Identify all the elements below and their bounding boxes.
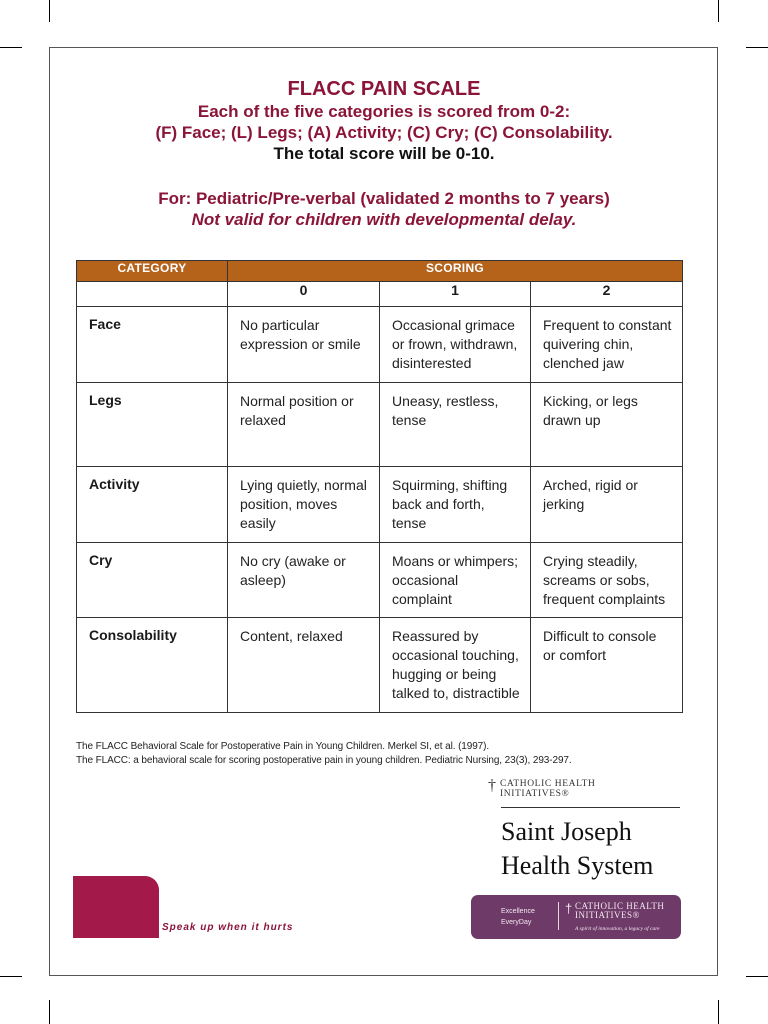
divider xyxy=(501,807,680,808)
saint-joseph-logo xyxy=(501,815,653,883)
tagline: Speak up when it hurts xyxy=(162,922,294,933)
excellence-text xyxy=(501,906,535,928)
crop-mark xyxy=(49,1000,50,1024)
badge-chi-line-1: CATHOLIC HEALTH xyxy=(575,901,665,911)
crop-mark xyxy=(0,976,22,977)
cell-score-0: Content, relaxed xyxy=(228,618,380,713)
crop-mark xyxy=(718,0,719,22)
row-category: Legs xyxy=(77,383,228,467)
row-category: Activity xyxy=(77,467,228,543)
references xyxy=(76,740,572,768)
crop-mark xyxy=(718,1000,719,1024)
row-category: Consolability xyxy=(77,618,228,713)
row-category: Cry xyxy=(77,543,228,618)
reference-2: The FLACC: a behavioral scale for scoring postoperative pain in young children. Pediatric Nursing, 23(3), 293-297. xyxy=(76,755,572,766)
score-0: 0 xyxy=(228,282,380,307)
cell-score-2: Arched, rigid or jerking xyxy=(531,467,683,543)
cell-score-2: Difficult to console or comfort xyxy=(531,618,683,713)
crop-mark xyxy=(49,0,50,22)
sj-line-1: Saint Joseph xyxy=(501,817,632,846)
badge-divider xyxy=(558,902,559,930)
crop-mark xyxy=(0,47,22,48)
scoring-header: SCORING xyxy=(228,261,683,282)
validity-warning: Not valid for children with developmental delay. xyxy=(191,210,577,229)
score-2: 2 xyxy=(531,282,683,307)
table-row xyxy=(77,543,683,618)
subtitle-line-3: The total score will be 0-10. xyxy=(273,144,495,163)
cell-score-1: Reassured by occasional touching, hugging or being talked to, distractible xyxy=(380,618,531,713)
chi-badge xyxy=(471,895,681,939)
badge-line-2: EveryDay xyxy=(501,919,532,926)
cell-score-1: Occasional grimace or frown, withdrawn, disinterested xyxy=(380,307,531,383)
table-row xyxy=(77,383,683,467)
crop-mark xyxy=(746,47,768,48)
cell-score-2: Crying steadily, screams or sobs, frequent complaints xyxy=(531,543,683,618)
badge-chi-line-2: INITIATIVES® xyxy=(575,910,640,920)
cell-score-0: No cry (awake or asleep) xyxy=(228,543,380,618)
cell-score-1: Moans or whimpers; occasional complaint xyxy=(380,543,531,618)
cross-icon: † xyxy=(565,901,573,916)
table-row xyxy=(77,307,683,383)
badge-motto: A spirit of innovation, a legacy of care xyxy=(575,926,660,932)
subtitle-line-2: (F) Face; (L) Legs; (A) Activity; (C) Cry; (C) Consolability. xyxy=(155,123,613,142)
cell-score-0: Lying quietly, normal position, moves easily xyxy=(228,467,380,543)
cell-score-0: Normal position or relaxed xyxy=(228,383,380,467)
table-header-row xyxy=(77,261,683,282)
header xyxy=(0,77,768,230)
chi-logo-line-2: INITIATIVES® xyxy=(500,789,570,799)
score-1: 1 xyxy=(380,282,531,307)
category-header: CATEGORY xyxy=(77,261,228,282)
table-row xyxy=(77,467,683,543)
cell-score-1: Uneasy, restless, tense xyxy=(380,383,531,467)
page-title: FLACC PAIN SCALE xyxy=(287,78,481,100)
score-row xyxy=(77,282,683,307)
empty-cell xyxy=(77,282,228,307)
sj-line-2: Health System xyxy=(501,851,654,880)
population-line: For: Pediatric/Pre-verbal (validated 2 months to 7 years) xyxy=(158,189,610,208)
cell-score-2: Kicking, or legs drawn up xyxy=(531,383,683,467)
table-row xyxy=(77,618,683,713)
crop-mark xyxy=(746,976,768,977)
cell-score-0: No particular expression or smile xyxy=(228,307,380,383)
badge-chi-text xyxy=(575,902,664,920)
flacc-table xyxy=(76,260,683,713)
row-category: Face xyxy=(77,307,228,383)
red-brand-block xyxy=(73,876,159,938)
cell-score-2: Frequent to constant quivering chin, clenched jaw xyxy=(531,307,683,383)
subtitle-line-1: Each of the five categories is scored from 0-2: xyxy=(197,102,571,121)
reference-1: The FLACC Behavioral Scale for Postoperative Pain in Young Children. Merkel SI, et al. (1997). xyxy=(76,741,490,752)
chi-logo-line-1: CATHOLIC HEALTH xyxy=(500,779,596,789)
badge-line-1: Excellence xyxy=(501,908,535,915)
cell-score-1: Squirming, shifting back and forth, tense xyxy=(380,467,531,543)
cross-icon: † xyxy=(488,777,497,794)
